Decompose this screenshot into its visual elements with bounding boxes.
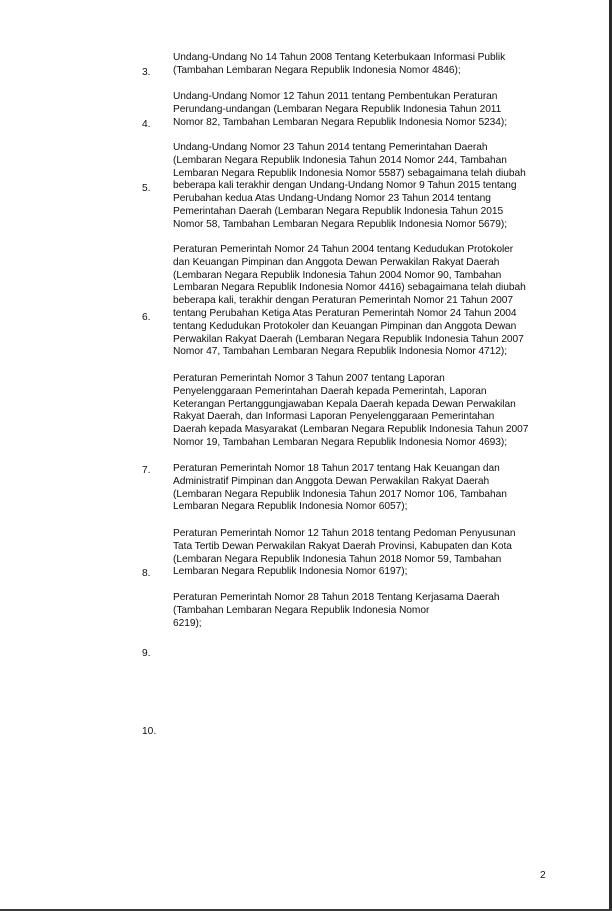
item-number-9: 9. (142, 648, 151, 659)
text-line: Nomor 19, Tambahan Lembaran Negara Republik Indonesia Nomor 4693); (173, 436, 508, 448)
text-line: Undang-Undang Nomor 23 Tahun 2014 tentang Pemerintahan Daerah (173, 142, 488, 153)
text-line: Penyelenggaraan Pemerintahan Daerah kepada Pemerintah, Laporan (173, 385, 487, 397)
text-line: (Tambahan Lembaran Negara Republik Indonesia Nomor 4846); (173, 64, 461, 76)
text-line: dan Keuangan Pimpinan dan Anggota Dewan Perwakilan Rakyat Daerah (173, 256, 500, 268)
text-line: Nomor 58, Tambahan Lembaran Negara Republik Indonesia Nomor 5679); (173, 218, 508, 230)
text-line: Keterangan Pertanggungjawaban Kepala Daerah kepada Dewan Perwakilan (173, 398, 516, 410)
item-pp3-2007-text (173, 373, 556, 450)
text-line: Lembaran Negara Republik Indonesia Nomor 6197); (173, 566, 408, 578)
item-7-text (173, 463, 556, 514)
text-line: Peraturan Pemerintah Nomor 28 Tahun 2018 Tentang Kerjasama Daerah (173, 592, 500, 603)
item-3-text (173, 52, 556, 78)
text-line: (Lembaran Negara Republik Indonesia Tahun 2014 Nomor 244, Tambahan (173, 154, 507, 166)
text-line: Perwakilan Rakyat Daerah (Lembaran Negara Republik Indonesia Tahun 2007 (173, 333, 524, 345)
text-line: Pemerintahan Daerah (Lembaran Negara Republik Indonesia Tahun 2015 (173, 205, 504, 217)
item-number-10: 10. (142, 726, 157, 737)
text-line: beberapa kali terakhir dengan Undang-Undang Nomor 9 Tahun 2015 tentang (173, 180, 517, 192)
item-number-5: 5. (142, 183, 151, 194)
item-9-text (173, 592, 556, 630)
text-line: 6219); (173, 617, 202, 629)
text-line: Perundang-undangan (Lembaran Negara Republik Indonesia Tahun 2011 (173, 103, 502, 115)
item-4-text (173, 91, 556, 129)
item-number-3: 3. (142, 67, 151, 78)
text-line: Undang-Undang Nomor 12 Tahun 2011 tentang Pembentukan Peraturan (173, 91, 498, 102)
item-number-7: 7. (142, 465, 151, 476)
item-8-text (173, 528, 556, 579)
item-5-text (173, 142, 556, 232)
text-line: Peraturan Pemerintah Nomor 24 Tahun 2004 tentang Kedudukan Protokoler (173, 244, 514, 255)
item-6-text (173, 244, 556, 359)
text-line: Peraturan Pemerintah Nomor 12 Tahun 2018 tentang Pedoman Penyusunan (173, 528, 516, 539)
text-line: Peraturan Pemerintah Nomor 18 Tahun 2017 tentang Hak Keuangan dan (173, 463, 500, 474)
text-line: (Lembaran Negara Republik Indonesia Tahun 2017 Nomor 106, Tambahan (173, 488, 507, 500)
text-line: Daerah kepada Masyarakat (Lembaran Negara Republik Indonesia Tahun 2007 (173, 424, 529, 436)
item-number-8: 8. (142, 568, 151, 579)
text-line: tentang Kedudukan Protokoler dan Keuangan Pimpinan dan Anggota Dewan (173, 320, 517, 332)
text-line: Perubahan kedua Atas Undang-Undang Nomor 23 Tahun 2014 tentang (173, 193, 491, 205)
text-line: Tata Tertib Dewan Perwakilan Rakyat Daerah Provinsi, Kabupaten dan Kota (173, 540, 512, 552)
text-line: tentang Perubahan Ketiga Atas Peraturan Pemerintah Nomor 24 Tahun 2004 (173, 307, 517, 319)
text-line: Rakyat Daerah, dan Informasi Laporan Penyelenggaraan Pemerintahan (173, 411, 495, 423)
text-line: Lembaran Negara Republik Indonesia Nomor 5587) sebagaimana telah diubah (173, 167, 526, 179)
text-line: Lembaran Negara Republik Indonesia Nomor 4416) sebagaimana telah diubah (173, 282, 526, 294)
text-line: Nomor 47, Tambahan Lembaran Negara Republik Indonesia Nomor 4712); (173, 346, 508, 358)
item-number-4: 4. (142, 119, 151, 130)
text-line: Administratif Pimpinan dan Anggota Dewan Perwakilan Rakyat Daerah (173, 475, 490, 487)
text-line: (Lembaran Negara Republik Indonesia Tahun 2004 Nomor 90, Tambahan (173, 269, 502, 281)
text-line: Lembaran Negara Republik Indonesia Nomor 6057); (173, 501, 408, 513)
text-line: (Lembaran Negara Republik Indonesia Tahun 2018 Nomor 59, Tambahan (173, 553, 502, 565)
text-line: Undang-Undang No 14 Tahun 2008 Tentang Keterbukaan Informasi Publik (173, 52, 506, 63)
text-line: Nomor 82, Tambahan Lembaran Negara Republik Indonesia Nomor 5234); (173, 116, 508, 128)
item-number-6: 6. (142, 312, 151, 323)
text-line: Peraturan Pemerintah Nomor 3 Tahun 2007 tentang Laporan (173, 373, 445, 384)
text-line: (Tambahan Lembaran Negara Republik Indonesia Nomor (173, 604, 430, 616)
text-line: beberapa kali, terakhir dengan Peraturan Pemerintah Nomor 21 Tahun 2007 (173, 295, 514, 307)
page-number: 2 (540, 870, 546, 881)
